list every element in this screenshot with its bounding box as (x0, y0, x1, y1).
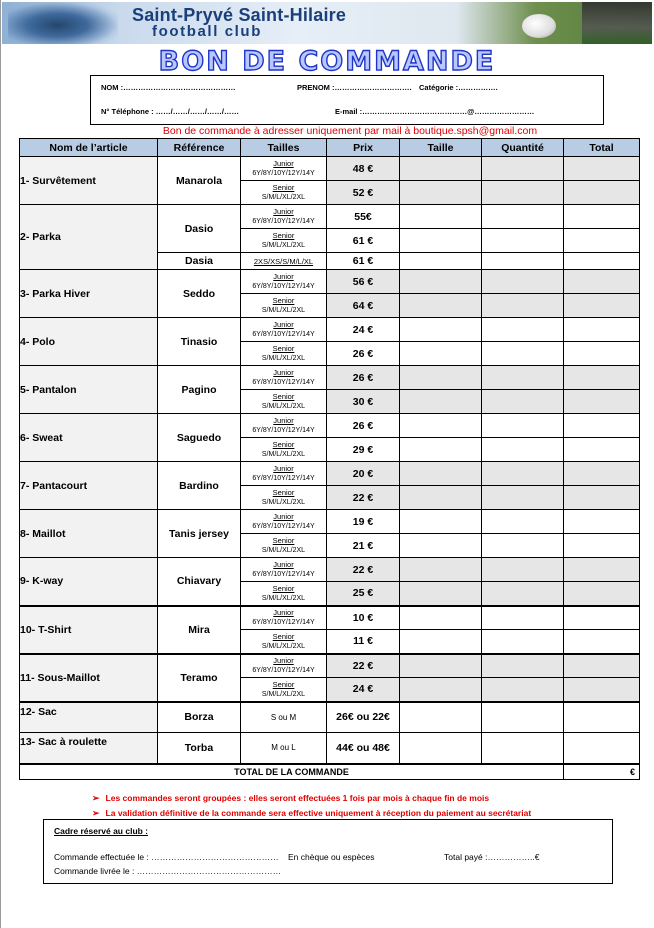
article-reference: Seddo (158, 270, 241, 318)
commande-effectuee-field[interactable]: Commande effectuée le : ……………………………………… (54, 852, 279, 862)
quantite-input-cell[interactable] (482, 181, 564, 205)
email-field[interactable]: E-mail :……………………………………@…………………… (335, 107, 535, 116)
article-reference: Saguedo (158, 414, 241, 462)
senior-price: 22 € (327, 486, 400, 510)
total-cell (564, 534, 640, 558)
taille-input-cell[interactable] (400, 229, 482, 253)
taille-input-cell[interactable] (400, 678, 482, 702)
table-row (20, 414, 640, 438)
header-prix: Prix (327, 139, 400, 157)
total-cell (564, 630, 640, 654)
quantite-input-cell[interactable] (482, 630, 564, 654)
header-article: Nom de l’article (20, 139, 158, 157)
total-cell (564, 270, 640, 294)
junior-price: 19 € (327, 510, 400, 534)
article-reference: Chiavary (158, 558, 241, 606)
quantite-input-cell[interactable] (482, 510, 564, 534)
table-row (20, 205, 640, 229)
taille-input-cell[interactable] (400, 486, 482, 510)
header-taille: Taille (400, 139, 482, 157)
quantite-input-cell[interactable] (482, 157, 564, 181)
taille-input-cell[interactable] (400, 630, 482, 654)
total-cell (564, 342, 640, 366)
article-reference: Dasio (158, 205, 241, 253)
article-name: 10- T-Shirt (20, 606, 158, 654)
taille-input-cell[interactable] (400, 181, 482, 205)
senior-price: 11 € (327, 630, 400, 654)
size-junior: Junior 6Y/8Y/10Y/12Y/14Y (241, 270, 327, 294)
article-name: 8- Maillot (20, 510, 158, 558)
note-item: ➢ Les commandes seront groupées : elles seront effectuées 1 fois par mois à chaque fin de mois (92, 793, 490, 803)
table-row (20, 558, 640, 582)
table-row (20, 606, 640, 630)
junior-price: 48 € (327, 157, 400, 181)
header-total: Total (564, 139, 640, 157)
table-row (20, 702, 640, 733)
size-senior: Senior S/M/L/XL/2XL (241, 438, 327, 462)
article-name: 4- Polo (20, 318, 158, 366)
taille-input-cell[interactable] (400, 414, 482, 438)
total-cell (564, 390, 640, 414)
total-row (20, 764, 640, 780)
size-junior: Junior 6Y/8Y/10Y/12Y/14Y (241, 414, 327, 438)
order-table (19, 138, 640, 780)
quantite-input-cell[interactable] (482, 534, 564, 558)
senior-price: 30 € (327, 390, 400, 414)
quantite-input-cell[interactable] (482, 678, 564, 702)
arrow-icon: ➢ (92, 808, 100, 818)
article-name: 1- Survêtement (20, 157, 158, 205)
quantite-input-cell[interactable] (482, 654, 564, 678)
taille-input-cell[interactable] (400, 253, 482, 270)
total-cell (564, 654, 640, 678)
payment-method-label: En chèque ou espèces (288, 852, 375, 862)
size-senior: Senior S/M/L/XL/2XL (241, 534, 327, 558)
size-options: M ou L (241, 733, 327, 764)
total-cell (564, 733, 640, 764)
article-price: 44€ ou 48€ (327, 733, 400, 764)
size-junior: Junior 6Y/8Y/10Y/12Y/14Y (241, 510, 327, 534)
size-senior: Senior S/M/L/XL/2XL (241, 181, 327, 205)
size-junior: Junior 6Y/8Y/10Y/12Y/14Y (241, 558, 327, 582)
header-quantite: Quantité (482, 139, 564, 157)
taille-input-cell[interactable] (400, 438, 482, 462)
taille-input-cell[interactable] (400, 654, 482, 678)
size-junior: Junior 6Y/8Y/10Y/12Y/14Y (241, 606, 327, 630)
senior-price: 61 € (327, 229, 400, 253)
taille-input-cell[interactable] (400, 606, 482, 630)
table-row (20, 366, 640, 390)
total-cell (564, 157, 640, 181)
page-title: BON DE COMMANDE (158, 46, 496, 77)
senior-price: 29 € (327, 438, 400, 462)
taille-input-cell[interactable] (400, 366, 482, 390)
junior-price: 26 € (327, 366, 400, 390)
senior-price: 21 € (327, 534, 400, 558)
table-row (20, 654, 640, 678)
quantite-input-cell[interactable] (482, 486, 564, 510)
article-name: 11- Sous-Maillot (20, 654, 158, 702)
taille-input-cell[interactable] (400, 390, 482, 414)
note-item: ➢ La validation définitive de la commande sera effective uniquement à réception du paiement au secrétariat (92, 808, 532, 818)
article-name: 13- Sac à roulette (20, 733, 158, 764)
total-cell (564, 702, 640, 733)
player-photo (8, 2, 118, 44)
quantite-input-cell[interactable] (482, 606, 564, 630)
total-cell (564, 606, 640, 630)
size-junior: Junior 6Y/8Y/10Y/12Y/14Y (241, 462, 327, 486)
club-banner (2, 2, 652, 44)
junior-price: 55€ (327, 205, 400, 229)
size-junior: Junior 6Y/8Y/10Y/12Y/14Y (241, 654, 327, 678)
article-name: 2- Parka (20, 205, 158, 270)
taille-input-cell[interactable] (400, 534, 482, 558)
total-cell (564, 181, 640, 205)
senior-price: 24 € (327, 678, 400, 702)
total-cell (564, 510, 640, 534)
quantite-input-cell[interactable] (482, 229, 564, 253)
quantite-input-cell[interactable] (482, 366, 564, 390)
article-reference: Teramo (158, 654, 241, 702)
junior-price: 22 € (327, 558, 400, 582)
nom-field[interactable]: NOM :……………………………………… (101, 83, 236, 92)
table-row (20, 462, 640, 486)
size-junior: Junior 6Y/8Y/10Y/12Y/14Y (241, 205, 327, 229)
article-name: 6- Sweat (20, 414, 158, 462)
size-senior: Senior S/M/L/XL/2XL (241, 229, 327, 253)
taille-input-cell[interactable] (400, 558, 482, 582)
total-cell (564, 462, 640, 486)
mail-instruction: Bon de commande à adresser uniquement par mail à boutique.spsh@gmail.com (162, 125, 538, 137)
article-price: 26€ ou 22€ (327, 702, 400, 733)
article-reference: Mira (158, 606, 241, 654)
total-cell (564, 318, 640, 342)
quantite-input-cell[interactable] (482, 205, 564, 229)
quantite-input-cell[interactable] (482, 390, 564, 414)
article-reference: Manarola (158, 157, 241, 205)
extra-price: 61 € (327, 253, 400, 270)
taille-input-cell[interactable] (400, 342, 482, 366)
total-currency[interactable]: € (564, 764, 640, 780)
article-name: 12- Sac (20, 702, 158, 733)
club-heading: Cadre réservé au club : (54, 826, 149, 836)
quantite-input-cell[interactable] (482, 462, 564, 486)
taille-input-cell[interactable] (400, 294, 482, 318)
size-senior: Senior S/M/L/XL/2XL (241, 486, 327, 510)
total-cell (564, 294, 640, 318)
quantite-input-cell[interactable] (482, 318, 564, 342)
rugby-ball-image (522, 14, 556, 38)
article-name: 3- Parka Hiver (20, 270, 158, 318)
taille-input-cell[interactable] (400, 582, 482, 606)
total-label: TOTAL DE LA COMMANDE (20, 764, 564, 780)
junior-price: 10 € (327, 606, 400, 630)
junior-price: 26 € (327, 414, 400, 438)
quantite-input-cell[interactable] (482, 294, 564, 318)
table-row (20, 318, 640, 342)
table-row (20, 510, 640, 534)
total-cell (564, 438, 640, 462)
senior-price: 52 € (327, 181, 400, 205)
article-reference: Dasia (158, 253, 241, 270)
total-cell (564, 229, 640, 253)
taille-input-cell[interactable] (400, 733, 482, 764)
junior-price: 24 € (327, 318, 400, 342)
junior-price: 20 € (327, 462, 400, 486)
taille-input-cell[interactable] (400, 157, 482, 181)
size-senior: Senior S/M/L/XL/2XL (241, 582, 327, 606)
quantite-input-cell[interactable] (482, 558, 564, 582)
size-junior: Junior 6Y/8Y/10Y/12Y/14Y (241, 366, 327, 390)
size-options: S ou M (241, 702, 327, 733)
article-reference: Torba (158, 733, 241, 764)
quantite-input-cell[interactable] (482, 270, 564, 294)
size-options: 2XS/XS/S/M/L/XL (241, 253, 327, 270)
size-senior: Senior S/M/L/XL/2XL (241, 342, 327, 366)
header-tailles: Tailles (241, 139, 327, 157)
total-cell (564, 582, 640, 606)
taille-input-cell[interactable] (400, 510, 482, 534)
senior-price: 25 € (327, 582, 400, 606)
total-cell (564, 678, 640, 702)
total-cell (564, 414, 640, 438)
customer-info-box (90, 75, 604, 125)
quantite-input-cell[interactable] (482, 438, 564, 462)
table-header-row (20, 139, 640, 157)
prenom-field[interactable]: PRENOM :…………………………. (297, 83, 412, 92)
size-junior: Junior 6Y/8Y/10Y/12Y/14Y (241, 157, 327, 181)
taille-input-cell[interactable] (400, 462, 482, 486)
size-senior: Senior S/M/L/XL/2XL (241, 678, 327, 702)
size-senior: Senior S/M/L/XL/2XL (241, 630, 327, 654)
commande-livree-field[interactable]: Commande livrée le : …………………………………………… (54, 866, 282, 876)
article-name: 7- Pantacourt (20, 462, 158, 510)
article-name: 9- K-way (20, 558, 158, 606)
club-name: Saint-Pryvé Saint-Hilaire (132, 5, 347, 25)
senior-price: 64 € (327, 294, 400, 318)
senior-price: 26 € (327, 342, 400, 366)
size-senior: Senior S/M/L/XL/2XL (241, 390, 327, 414)
table-row (20, 270, 640, 294)
quantite-input-cell[interactable] (482, 342, 564, 366)
taille-input-cell[interactable] (400, 205, 482, 229)
total-cell (564, 558, 640, 582)
taille-input-cell[interactable] (400, 318, 482, 342)
article-reference: Bardino (158, 462, 241, 510)
total-cell (564, 253, 640, 270)
page-left-border (0, 0, 1, 928)
article-name: 5- Pantalon (20, 366, 158, 414)
table-row (20, 733, 640, 764)
quantite-input-cell[interactable] (482, 702, 564, 733)
telephone-field[interactable]: N° Téléphone : ……/……/……/……/…… (101, 107, 240, 116)
size-junior: Junior 6Y/8Y/10Y/12Y/14Y (241, 318, 327, 342)
table-row (20, 157, 640, 181)
categorie-field[interactable]: Catégorie :……………. (419, 83, 498, 92)
quantite-input-cell[interactable] (482, 582, 564, 606)
total-cell (564, 205, 640, 229)
taille-input-cell[interactable] (400, 270, 482, 294)
total-cell (564, 366, 640, 390)
header-reference: Référence (158, 139, 241, 157)
size-senior: Senior S/M/L/XL/2XL (241, 294, 327, 318)
club-subtitle: football club (152, 23, 262, 40)
quantite-input-cell[interactable] (482, 414, 564, 438)
quantite-input-cell[interactable] (482, 253, 564, 270)
total-cell (564, 486, 640, 510)
article-reference: Tanis jersey (158, 510, 241, 558)
total-paye-field[interactable]: Total payé :……………..€ (444, 852, 540, 862)
quantite-input-cell[interactable] (482, 733, 564, 764)
player-legs-photo (582, 2, 652, 44)
article-reference: Pagino (158, 366, 241, 414)
club-reserved-box (43, 819, 613, 884)
arrow-icon: ➢ (92, 793, 100, 803)
junior-price: 56 € (327, 270, 400, 294)
taille-input-cell[interactable] (400, 702, 482, 733)
article-reference: Tinasio (158, 318, 241, 366)
article-reference: Borza (158, 702, 241, 733)
junior-price: 22 € (327, 654, 400, 678)
order-notes (92, 791, 531, 821)
